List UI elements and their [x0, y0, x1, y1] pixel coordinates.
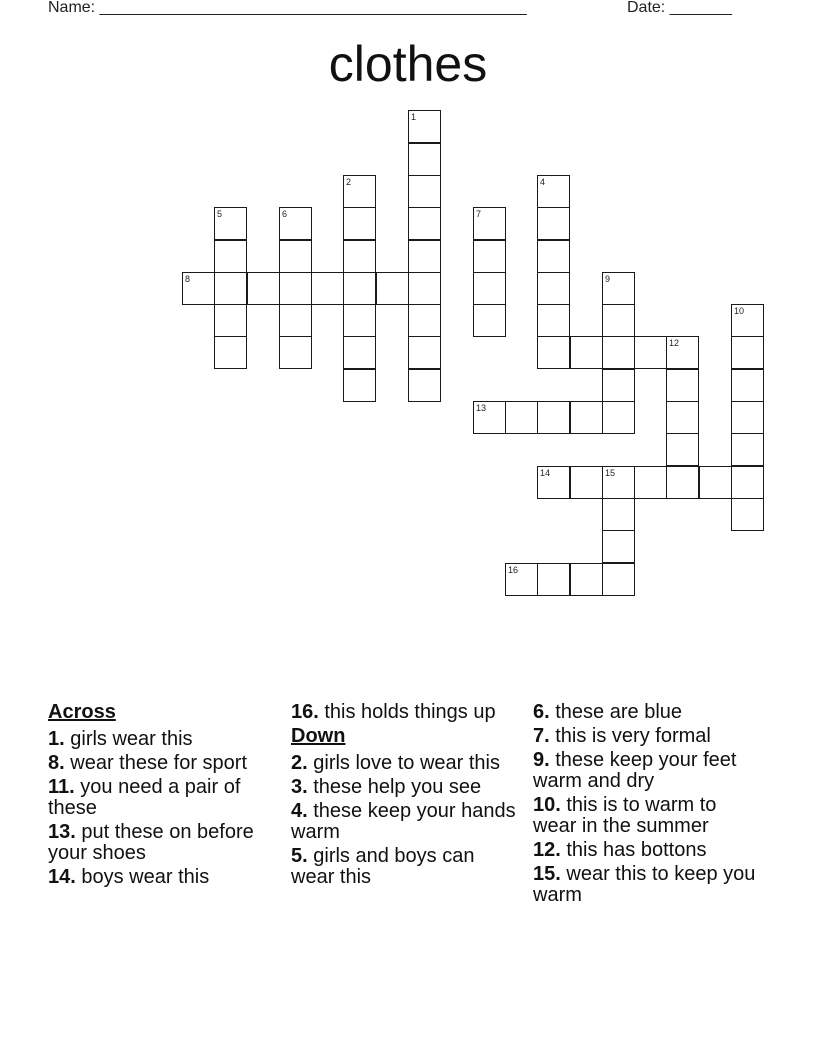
- grid-cell[interactable]: [570, 563, 603, 596]
- clue-text: these help you see: [313, 776, 482, 798]
- across-clue-16: [291, 702, 521, 723]
- grid-cell[interactable]: [473, 240, 506, 273]
- grid-cell[interactable]: [214, 272, 247, 305]
- down-clue-2: [291, 753, 521, 774]
- grid-cell[interactable]: [279, 304, 312, 337]
- cell-number: 1: [411, 112, 417, 122]
- grid-cell[interactable]: [408, 110, 441, 143]
- grid-cell[interactable]: [408, 369, 441, 402]
- grid-cell[interactable]: [343, 175, 376, 208]
- grid-cell[interactable]: [537, 175, 570, 208]
- grid-cell[interactable]: [343, 336, 376, 369]
- clue-column-1: [48, 702, 278, 891]
- grid-cell[interactable]: [505, 401, 538, 434]
- grid-cell[interactable]: [602, 466, 635, 499]
- grid-cell[interactable]: [602, 336, 635, 369]
- grid-cell[interactable]: [666, 401, 699, 434]
- grid-cell[interactable]: [602, 530, 635, 563]
- down-clue-7: [533, 726, 763, 747]
- grid-cell[interactable]: [731, 466, 764, 499]
- clue-number: 1.: [48, 728, 65, 750]
- grid-cell[interactable]: [505, 563, 538, 596]
- grid-cell[interactable]: [537, 336, 570, 369]
- date-line[interactable]: _______: [669, 0, 732, 16]
- clue-number: 5.: [291, 845, 308, 867]
- clue-text: girls and boys can wear this: [291, 845, 475, 888]
- grid-cell[interactable]: [247, 272, 280, 305]
- clue-text: boys wear this: [81, 866, 210, 888]
- grid-cell[interactable]: [537, 401, 570, 434]
- cell-number: 7: [476, 209, 482, 219]
- clue-number: 16.: [291, 701, 319, 723]
- grid-cell[interactable]: [214, 240, 247, 273]
- grid-cell[interactable]: [666, 369, 699, 402]
- grid-cell[interactable]: [602, 369, 635, 402]
- grid-cell[interactable]: [214, 207, 247, 240]
- grid-cell[interactable]: [731, 304, 764, 337]
- clue-column-3: [533, 702, 763, 909]
- grid-cell[interactable]: [343, 207, 376, 240]
- grid-cell[interactable]: [408, 272, 441, 305]
- grid-cell[interactable]: [602, 563, 635, 596]
- clue-number: 7.: [533, 725, 550, 747]
- puzzle-title: clothes: [328, 36, 488, 92]
- clue-number: 10.: [533, 794, 561, 816]
- clue-number: 9.: [533, 749, 550, 771]
- cell-number: 13: [476, 403, 487, 413]
- clue-text: wear these for sport: [70, 752, 247, 774]
- grid-cell[interactable]: [570, 466, 603, 499]
- cell-number: 14: [540, 468, 551, 478]
- grid-cell[interactable]: [408, 336, 441, 369]
- down-clue-15: [533, 864, 763, 906]
- grid-cell[interactable]: [473, 304, 506, 337]
- clue-text: these keep your hands warm: [291, 800, 516, 843]
- clue-number: 3.: [291, 776, 308, 798]
- clue-number: 2.: [291, 752, 308, 774]
- clue-text: these keep your feet warm and dry: [533, 749, 737, 792]
- grid-cell[interactable]: [731, 336, 764, 369]
- down-clue-4: [291, 801, 521, 843]
- grid-cell[interactable]: [343, 240, 376, 273]
- grid-cell[interactable]: [666, 336, 699, 369]
- grid-cell[interactable]: [343, 272, 376, 305]
- across-clue-14: [48, 867, 278, 888]
- down-clue-3: [291, 777, 521, 798]
- grid-cell[interactable]: [731, 498, 764, 531]
- clue-number: 12.: [533, 839, 561, 861]
- grid-cell[interactable]: [537, 207, 570, 240]
- clue-number: 15.: [533, 863, 561, 885]
- cell-number: 8: [185, 274, 191, 284]
- grid-cell[interactable]: [473, 401, 506, 434]
- grid-cell[interactable]: [408, 240, 441, 273]
- cell-number: 4: [540, 177, 546, 187]
- clue-text: put these on before your shoes: [48, 821, 254, 864]
- grid-cell[interactable]: [537, 272, 570, 305]
- grid-cell[interactable]: [343, 369, 376, 402]
- grid-cell[interactable]: [731, 401, 764, 434]
- grid-cell[interactable]: [473, 207, 506, 240]
- clue-number: 8.: [48, 752, 65, 774]
- grid-cell[interactable]: [537, 563, 570, 596]
- down-clue-12: [533, 840, 763, 861]
- grid-cell[interactable]: [408, 175, 441, 208]
- grid-cell[interactable]: [376, 272, 409, 305]
- grid-cell[interactable]: [666, 466, 699, 499]
- down-heading: Down: [291, 725, 346, 747]
- grid-cell[interactable]: [570, 401, 603, 434]
- down-clue-5: [291, 846, 521, 888]
- cell-number: 10: [734, 306, 745, 316]
- grid-cell[interactable]: [537, 466, 570, 499]
- down-clue-9: [533, 750, 763, 792]
- clue-text: this is very formal: [555, 725, 711, 747]
- grid-cell[interactable]: [731, 369, 764, 402]
- date-label: Date:: [627, 0, 666, 16]
- cell-number: 5: [217, 209, 223, 219]
- grid-cell[interactable]: [182, 272, 215, 305]
- grid-cell[interactable]: [699, 466, 732, 499]
- cell-number: 12: [669, 338, 680, 348]
- cell-number: 2: [346, 177, 352, 187]
- grid-cell[interactable]: [343, 304, 376, 337]
- grid-cell[interactable]: [279, 240, 312, 273]
- clue-number: 4.: [291, 800, 308, 822]
- grid-cell[interactable]: [602, 304, 635, 337]
- grid-cell[interactable]: [537, 304, 570, 337]
- grid-cell[interactable]: [408, 207, 441, 240]
- clue-number: 13.: [48, 821, 76, 843]
- clue-text: this has bottons: [566, 839, 707, 861]
- grid-cell[interactable]: [214, 304, 247, 337]
- grid-cell[interactable]: [602, 272, 635, 305]
- cell-number: 9: [605, 274, 611, 284]
- across-clue-13: [48, 822, 278, 864]
- name-line[interactable]: ________________________________________________: [99, 0, 527, 16]
- grid-cell[interactable]: [408, 304, 441, 337]
- across-clue-11: [48, 777, 278, 819]
- clue-number: 14.: [48, 866, 76, 888]
- grid-cell[interactable]: [279, 207, 312, 240]
- grid-cell[interactable]: [408, 143, 441, 176]
- clue-text: you need a pair of these: [48, 776, 241, 819]
- clue-text: this is to warm to wear in the summer: [533, 794, 717, 837]
- grid-cell[interactable]: [634, 336, 667, 369]
- across-clue-8: [48, 753, 278, 774]
- clue-number: 6.: [533, 701, 550, 723]
- cell-number: 16: [508, 565, 519, 575]
- clue-column-2: [291, 702, 521, 891]
- grid-cell[interactable]: [570, 336, 603, 369]
- grid-cell[interactable]: [311, 272, 344, 305]
- clue-text: these are blue: [555, 701, 683, 723]
- clue-number: 11.: [48, 776, 75, 798]
- grid-cell[interactable]: [279, 272, 312, 305]
- down-clue-10: [533, 795, 763, 837]
- grid-cell[interactable]: [279, 336, 312, 369]
- clue-text: wear this to keep you warm: [533, 863, 756, 906]
- cell-number: 15: [605, 468, 616, 478]
- grid-cell[interactable]: [602, 498, 635, 531]
- grid-cell[interactable]: [537, 240, 570, 273]
- grid-cell[interactable]: [214, 336, 247, 369]
- grid-cell[interactable]: [634, 466, 667, 499]
- clue-text: this holds things up: [324, 701, 496, 723]
- across-heading: Across: [48, 701, 116, 723]
- clue-text: girls love to wear this: [313, 752, 500, 774]
- cell-number: 6: [282, 209, 288, 219]
- down-clue-6: [533, 702, 763, 723]
- grid-cell[interactable]: [666, 433, 699, 466]
- clue-text: girls wear this: [70, 728, 193, 750]
- name-label: Name:: [48, 0, 96, 16]
- grid-cell[interactable]: [473, 272, 506, 305]
- across-clue-1: [48, 729, 278, 750]
- grid-cell[interactable]: [602, 401, 635, 434]
- grid-cell[interactable]: [731, 433, 764, 466]
